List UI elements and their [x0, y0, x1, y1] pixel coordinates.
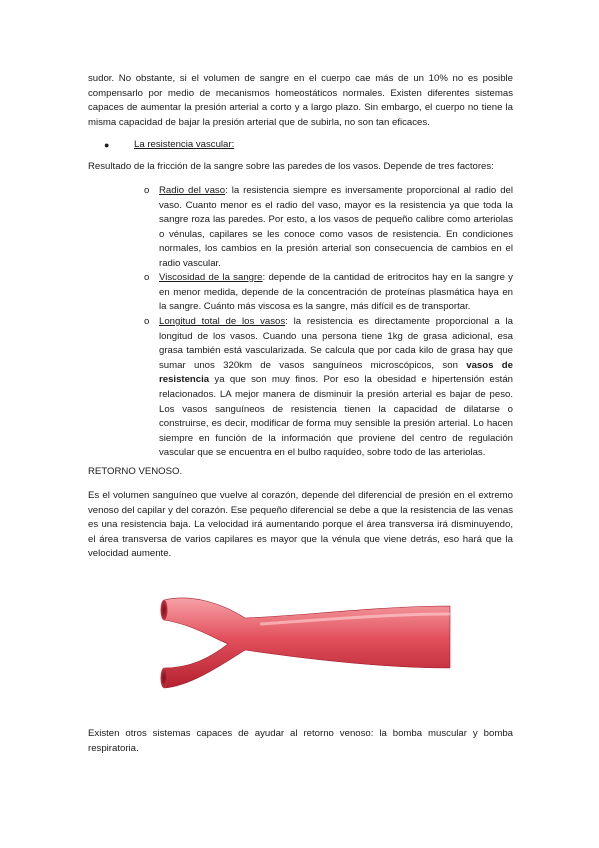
factor-term: Radio del vaso — [159, 185, 226, 196]
factor-text: : la resistencia es directamente proporcional a la longitud de los vasos. Cuando una persona tiene 1kg de grasa adicional, esa grasa también está vascularizada. Se calcula que por cada kilo de grasa hay que sumar unos 320km de vasos sanguíneos microscópicos, son — [159, 316, 513, 371]
vessel-illustration — [150, 588, 460, 693]
list-marker: o — [144, 316, 150, 327]
closing-paragraph: Existen otros sistemas capaces de ayudar al retorno venoso: la bomba muscular y bomba respiratoria. — [88, 728, 513, 754]
intro-paragraph: sudor. No obstante, si el volumen de sangre en el cuerpo cae más de un 10% no es posible compensarlo por medio de mecanismos homeostáticos normales. Existen diferentes sistemas capaces de aumentar la presión arterial a corto y a largo plazo. Sin embargo, el cuerpo no tiene la misma capacidad de bajar la presión arterial que de subirla, no son tan eficaces. — [88, 73, 513, 128]
factor-term: Viscosidad de la sangre — [159, 272, 263, 283]
factor-term: Longitud total de los vasos — [159, 316, 286, 327]
factor-text: : la resistencia siempre es inversamente proporcional al radio del vaso. Cuanto menor es el radio del vaso, mayor es la resistencia ya que toda la sangre roza las paredes. Por esto, a los vasos de pequeño calibre como arteriolas o vénulas, capilares se les conoce como vasos de resistencia. En condiciones normales, los cambios en la presión arterial son consecuencia de cambios en el radio vascular. — [159, 185, 513, 269]
list-marker: o — [144, 185, 150, 196]
factor-text: ya que son muy finos. Por eso la obesidad e hipertensión están relacionados. LA mejor manera de disminuir la presión arterial es bajar de peso. Los vasos sanguíneos de resistencia tienen la capacidad de dilatarse o construirse, es decir, modificar de forma muy sensible la presión arterial. Lo hacen siempre en función de la información que proviene del centro de regulación vascular que se encuentra en el bulbo raquídeo, sobre todo de las arteriolas. — [159, 374, 513, 459]
vessel-body — [164, 598, 450, 688]
vessel-opening-top — [161, 600, 168, 620]
bullet-dot-icon: ● — [104, 140, 110, 150]
list-marker: o — [144, 272, 150, 283]
vessel-opening-bottom — [161, 668, 168, 688]
factor-bold: vasos de resistencia — [159, 359, 513, 386]
factor-text: : depende de la cantidad de eritrocitos hay en la sangre y en menor medida, depende de la concentración de proteínas plasmática haya en la sangre. Cuánto más viscosa es la sangre, más difícil es de transportar. — [159, 272, 513, 313]
venous-return-heading: RETORNO VENOSO. — [88, 466, 183, 477]
venous-return-paragraph: Es el volumen sanguíneo que vuelve al corazón, depende del diferencial de presión en el extremo venoso del capilar y del corazón. Ese pequeño diferencial se debe a que la resistencia de las venas es una resistencia baja. La velocidad irá aumentando porque el área transversa irá disminuyendo, el área transversa de varios capilares es mayor que la vénula que viene detrás, eso hará que la velocidad aumente. — [88, 490, 513, 560]
resistance-description: Resultado de la fricción de la sangre sobre las paredes de los vasos. Depende de tres factores: — [88, 161, 494, 172]
resistance-heading: La resistencia vascular: — [134, 139, 235, 150]
vessel-drawing — [150, 588, 460, 693]
